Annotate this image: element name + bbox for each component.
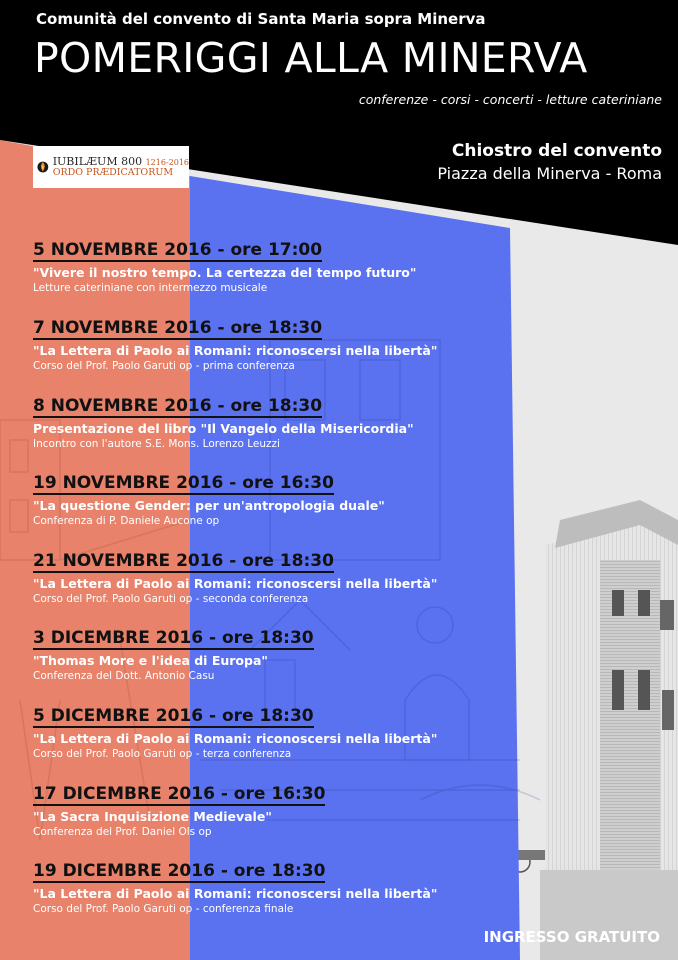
event-description: Conferenza del Prof. Daniel Ols op bbox=[33, 826, 212, 838]
event-item bbox=[33, 473, 385, 527]
event-description: Letture cateriniane con intermezzo musicale bbox=[33, 282, 268, 294]
organization-name: Comunità del convento di Santa Maria sopra Minerva bbox=[36, 10, 486, 28]
event-date: 8 NOVEMBRE 2016 - ore 18:30 bbox=[33, 396, 323, 416]
event-date: 19 DICEMBRE 2016 - ore 18:30 bbox=[33, 861, 326, 881]
event-item bbox=[33, 628, 314, 682]
event-title: "La Lettera di Paolo ai Romani: riconoscersi nella libertà" bbox=[33, 731, 438, 746]
event-title: "La Lettera di Paolo ai Romani: riconoscersi nella libertà" bbox=[33, 576, 438, 591]
event-item bbox=[33, 396, 414, 450]
event-title: "La questione Gender: per un'antropologia duale" bbox=[33, 498, 385, 513]
jubilee-logo bbox=[33, 146, 189, 188]
event-description: Conferenza di P. Daniele Aucone op bbox=[33, 515, 220, 527]
poster-title: POMERIGGI ALLA MINERVA bbox=[34, 34, 588, 82]
event-date: 5 NOVEMBRE 2016 - ore 17:00 bbox=[33, 240, 323, 260]
event-date: 19 NOVEMBRE 2016 - ore 16:30 bbox=[33, 473, 334, 493]
event-date: 7 NOVEMBRE 2016 - ore 18:30 bbox=[33, 318, 323, 338]
event-description: Corso del Prof. Paolo Garuti op - conferenza finale bbox=[33, 903, 294, 915]
logo-main-text: IUBILÆUM 800 bbox=[52, 155, 143, 169]
event-date: 17 DICEMBRE 2016 - ore 16:30 bbox=[33, 784, 326, 804]
venue-name: Chiostro del convento bbox=[451, 141, 662, 161]
event-description: Corso del Prof. Paolo Garuti op - seconda conferenza bbox=[33, 593, 309, 605]
free-entry-label: INGRESSO GRATUITO bbox=[483, 928, 660, 946]
event-title: "La Sacra Inquisizione Medievale" bbox=[33, 809, 272, 824]
event-title: "Thomas More e l'idea di Europa" bbox=[33, 653, 268, 668]
event-title: "Vivere il nostro tempo. La certezza del tempo futuro" bbox=[33, 265, 417, 280]
event-date: 21 NOVEMBRE 2016 - ore 18:30 bbox=[33, 551, 334, 571]
event-date: 5 DICEMBRE 2016 - ore 18:30 bbox=[33, 706, 314, 726]
event-item bbox=[33, 861, 437, 915]
poster-subtitle: conferenze - corsi - concerti - letture cateriniane bbox=[358, 92, 662, 107]
logo-years: 1216-2016 bbox=[145, 158, 189, 168]
event-item bbox=[33, 706, 437, 760]
event-description: Conferenza del Dott. Antonio Casu bbox=[33, 670, 215, 682]
event-title: "La Lettera di Paolo ai Romani: riconoscersi nella libertà" bbox=[33, 343, 438, 358]
event-item bbox=[33, 318, 437, 372]
event-description: Incontro con l'autore S.E. Mons. Lorenzo Leuzzi bbox=[33, 438, 280, 450]
venue-address: Piazza della Minerva - Roma bbox=[437, 164, 662, 183]
event-item bbox=[33, 784, 325, 838]
event-item bbox=[33, 551, 437, 605]
event-item bbox=[33, 240, 416, 294]
event-date: 3 DICEMBRE 2016 - ore 18:30 bbox=[33, 628, 314, 648]
event-description: Corso del Prof. Paolo Garuti op - terza conferenza bbox=[33, 748, 292, 760]
event-title: Presentazione del libro "Il Vangelo della Misericordia" bbox=[33, 421, 414, 436]
jubilee-flame-icon bbox=[37, 150, 49, 184]
event-title: "La Lettera di Paolo ai Romani: riconoscersi nella libertà" bbox=[33, 886, 438, 901]
event-description: Corso del Prof. Paolo Garuti op - prima conferenza bbox=[33, 360, 295, 372]
logo-order-text: ORDO PRÆDICATORUM bbox=[52, 166, 174, 178]
